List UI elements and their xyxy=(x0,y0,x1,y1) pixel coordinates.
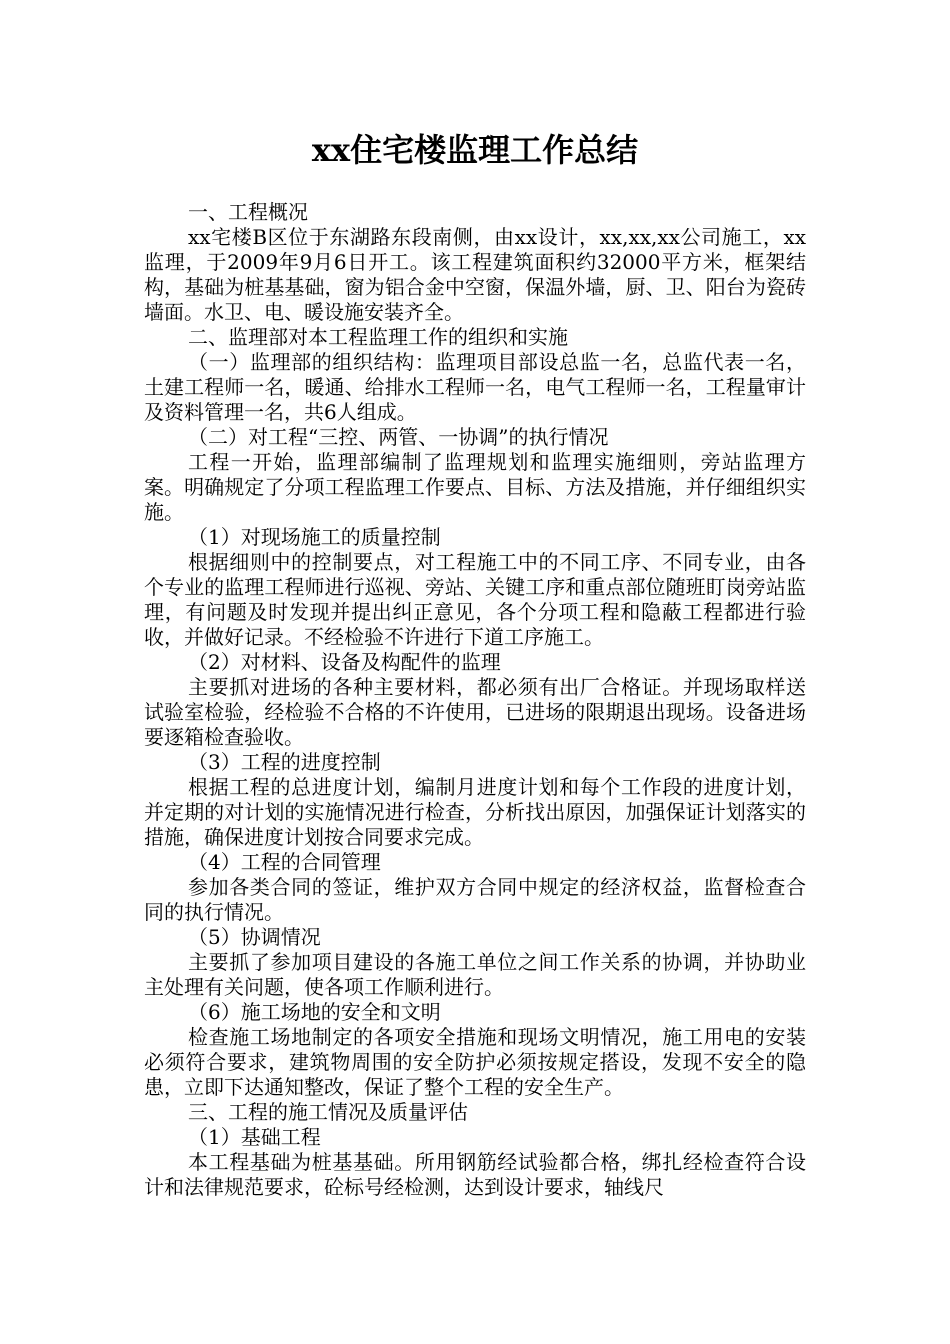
subheading-safety: （6）施工场地的安全和文明 xyxy=(188,1000,441,1024)
subheading-execution: （二）对工程“三控、两管、一协调”的执行情况 xyxy=(188,425,609,449)
subheading-materials: （2）对材料、设备及构配件的监理 xyxy=(188,650,501,674)
paragraph-foundation: 本工程基础为桩基基础。所用钢筋经试验都合格，绑扎经检查符合设计和法律规范要求，砼标号经检测，达到设计要求，轴线尺 xyxy=(144,1150,806,1199)
document-body xyxy=(144,200,806,1200)
paragraph-schedule: 根据工程的总进度计划，编制月进度计划和每个工作段的进度计划，并定期的对计划的实施情况进行检查，分析找出原因，加强保证计划落实的措施，确保进度计划按合同要求完成。 xyxy=(144,775,806,849)
subheading-schedule: （3）工程的进度控制 xyxy=(188,750,381,774)
paragraph-coordination: 主要抓了参加项目建设的各施工单位之间工作关系的协调，并协助业主处理有关问题，使各项工作顺利进行。 xyxy=(144,950,806,999)
paragraph-contract: 参加各类合同的签证，维护双方合同中规定的经济权益，监督检查合同的执行情况。 xyxy=(144,875,806,924)
subheading-coordination: （5）协调情况 xyxy=(188,925,321,949)
document-title: xx住宅楼监理工作总结 xyxy=(311,131,639,169)
paragraph-materials: 主要抓对进场的各种主要材料，都必须有出厂合格证。并现场取样送试验室检验，经检验不合格的不许使用，已进场的限期退出现场。设备进场要逐箱检查验收。 xyxy=(144,675,806,749)
subheading-contract: （4）工程的合同管理 xyxy=(188,850,381,874)
paragraph-quality-control: 根据细则中的控制要点，对工程施工中的不同工序、不同专业，由各个专业的监理工程师进行巡视、旁站、关键工序和重点部位随班盯岗旁站监理，有问题及时发现并提出纠正意见，各个分项工程和隐蔽工程都进行验收，并做好记录。不经检验不许进行下道工序施工。 xyxy=(144,550,806,649)
subheading-foundation: （1）基础工程 xyxy=(188,1125,321,1149)
paragraph-safety: 检查施工场地制定的各项安全措施和现场文明情况，施工用电的安装必须符合要求，建筑物周围的安全防护必须按规定搭设，发现不安全的隐患，立即下达通知整改，保证了整个工程的安全生产。 xyxy=(144,1025,806,1099)
subheading-quality-control: （1）对现场施工的质量控制 xyxy=(188,525,441,549)
section-heading-overview: 一、工程概况 xyxy=(188,200,308,224)
paragraph-overview: xx宅楼B区位于东湖路东段南侧，由xx设计，xx,xx,xx公司施工，xx监理，于2009年9月6日开工。该工程建筑面积约32000平方米，框架结构，基础为桩基基础，窗为铝合金中空窗，保温外墙，厨、卫、阳台为瓷砖墙面。水卫、电、暖设施安装齐全。 xyxy=(144,225,806,324)
paragraph-execution: 工程一开始，监理部编制了监理规划和监理实施细则，旁站监理方案。明确规定了分项工程监理工作要点、目标、方法及措施，并仔细组织实施。 xyxy=(144,450,806,524)
section-heading-organization: 二、监理部对本工程监理工作的组织和实施 xyxy=(188,325,568,349)
section-heading-construction: 三、工程的施工情况及质量评估 xyxy=(188,1100,468,1124)
paragraph-org-structure: （一）监理部的组织结构：监理项目部设总监一名，总监代表一名，土建工程师一名，暖通、给排水工程师一名，电气工程师一名，工程量审计及资料管理一名，共6人组成。 xyxy=(144,350,806,424)
